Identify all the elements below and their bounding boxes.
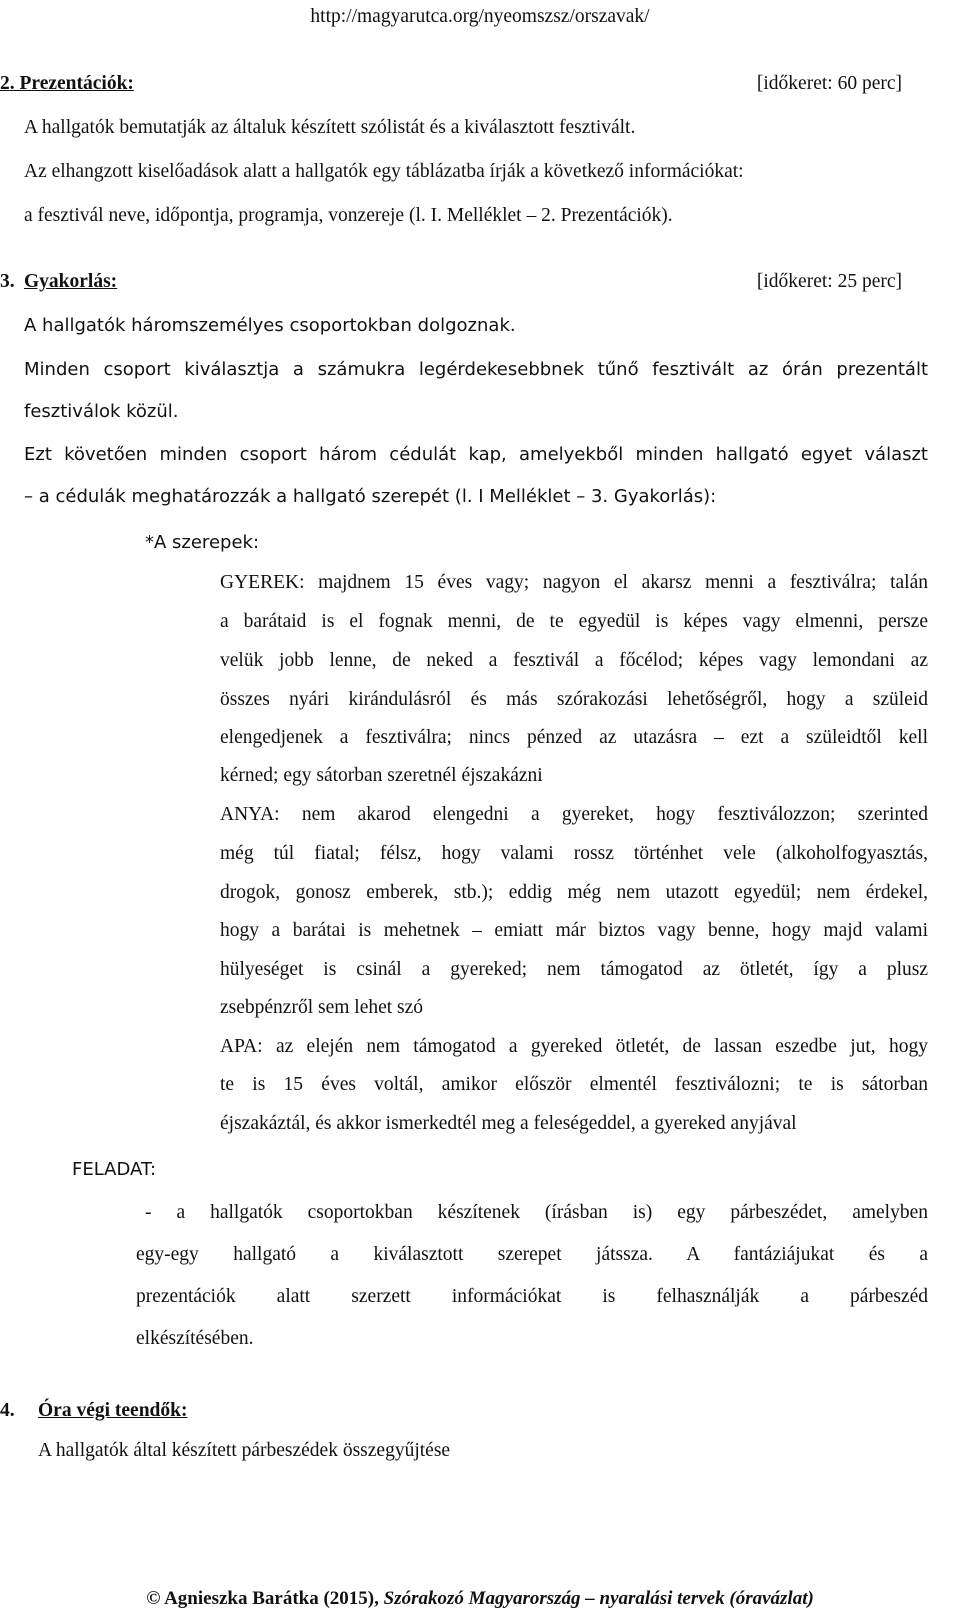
section-2-title: 2. Prezentációk: [0, 73, 134, 94]
role-line: hülyeséget is csinál a gyereked; nem támogatod az ötletét, így a plusz [220, 959, 928, 980]
section-2-line: A hallgatók bemutatják az általuk készített szólistát és a kiválasztott fesztivált. [24, 117, 636, 138]
section-4-number: 4. [0, 1400, 15, 1421]
section-4-title: Óra végi teendők: [38, 1400, 188, 1421]
feladat-line: prezentációk alatt szerzett információkat is felhasználják a párbeszéd [136, 1286, 928, 1307]
section-3-line: Minden csoport kiválasztja a számukra legérdekesebbnek tűnő fesztivált az órán prezentált [24, 359, 928, 380]
feladat-line: elkészítésében. [136, 1328, 254, 1349]
role-line: éjszakáztál, és akkor ismerkedtél meg a feleségeddel, a gyereked anyjával [220, 1113, 797, 1134]
section-3-line: A hallgatók háromszemélyes csoportokban dolgoznak. [24, 315, 516, 336]
role-line: velük jobb lenne, de neked a fesztivál a főcélod; képes vagy lemondani az [220, 650, 928, 671]
role-line: összes nyári kirándulásról és más szórakozási lehetőségről, hogy a szüleid [220, 689, 928, 710]
role-line: elengedjenek a fesztiválra; nincs pénzed az utazásra – ezt a szüleidtől kell [220, 727, 928, 748]
role-line: hogy a barátai is mehetnek – emiatt már biztos vagy benne, hogy majd valami [220, 920, 928, 941]
section-3-line: Ezt követően minden csoport három cédulát kap, amelyekből minden hallgató egyet választ [24, 444, 928, 465]
feladat-line: egy-egy hallgató a kiválasztott szerepet játssza. A fantáziájukat és a [136, 1244, 928, 1265]
role-line: a barátaid is el fognak menni, de te egyedül is képes vagy elmenni, persze [220, 611, 928, 632]
roles-label: *A szerepek: [145, 532, 260, 553]
section-2-line: a fesztivál neve, időpontja, programja, vonzereje (l. I. Melléklet – 2. Prezentációk). [24, 205, 673, 226]
role-line: zsebpénzről sem lehet szó [220, 997, 424, 1018]
role-line: APA: az elején nem támogatod a gyereked ötletét, de lassan eszedbe jut, hogy [220, 1036, 928, 1057]
footer-copyright: © Agnieszka Barátka (2015), [146, 1588, 384, 1609]
footer [0, 1586, 960, 1612]
section-4-line: A hallgatók által készített párbeszédek összegyűjtése [38, 1440, 451, 1461]
section-2-time: [időkeret: 60 perc] [756, 73, 902, 94]
section-3-time: [időkeret: 25 perc] [756, 271, 902, 292]
role-line: te is 15 éves voltál, amikor először elmentél fesztiválozni; te is sátorban [220, 1074, 928, 1095]
section-3-line: fesztiválok közül. [24, 401, 179, 422]
section-3-title: Gyakorlás: [24, 271, 118, 292]
role-line: drogok, gonosz emberek, stb.); eddig még nem utazott egyedül; nem érdekel, [220, 882, 928, 903]
role-line: kérned; egy sátorban szeretnél éjszakázni [220, 765, 543, 786]
role-line: GYEREK: majdnem 15 éves vagy; nagyon el akarsz menni a fesztiválra; talán [220, 572, 928, 593]
role-line: még túl fiatal; félsz, hogy valami rossz történhet vele (alkoholfogyasztás, [220, 843, 928, 864]
feladat-line: - a hallgatók csoportokban készítenek (írásban is) egy párbeszédet, amelyben [145, 1202, 928, 1223]
role-line: ANYA: nem akarod elengedni a gyereket, hogy fesztiválozzon; szerinted [220, 804, 928, 825]
section-3-line: – a cédulák meghatározzák a hallgató szerepét (l. I Melléklet – 3. Gyakorlás): [24, 486, 717, 507]
header-url: http://magyarutca.org/nyeomszsz/orszavak/ [310, 6, 650, 27]
section-3-number: 3. [0, 271, 15, 292]
footer-title: Szórakozó Magyarország – nyaralási tervek (óravázlat) [383, 1588, 814, 1609]
feladat-label: FELADAT: [72, 1159, 157, 1180]
section-2-line: Az elhangzott kiselőadások alatt a hallgatók egy táblázatba írják a következő információkat: [24, 161, 744, 182]
